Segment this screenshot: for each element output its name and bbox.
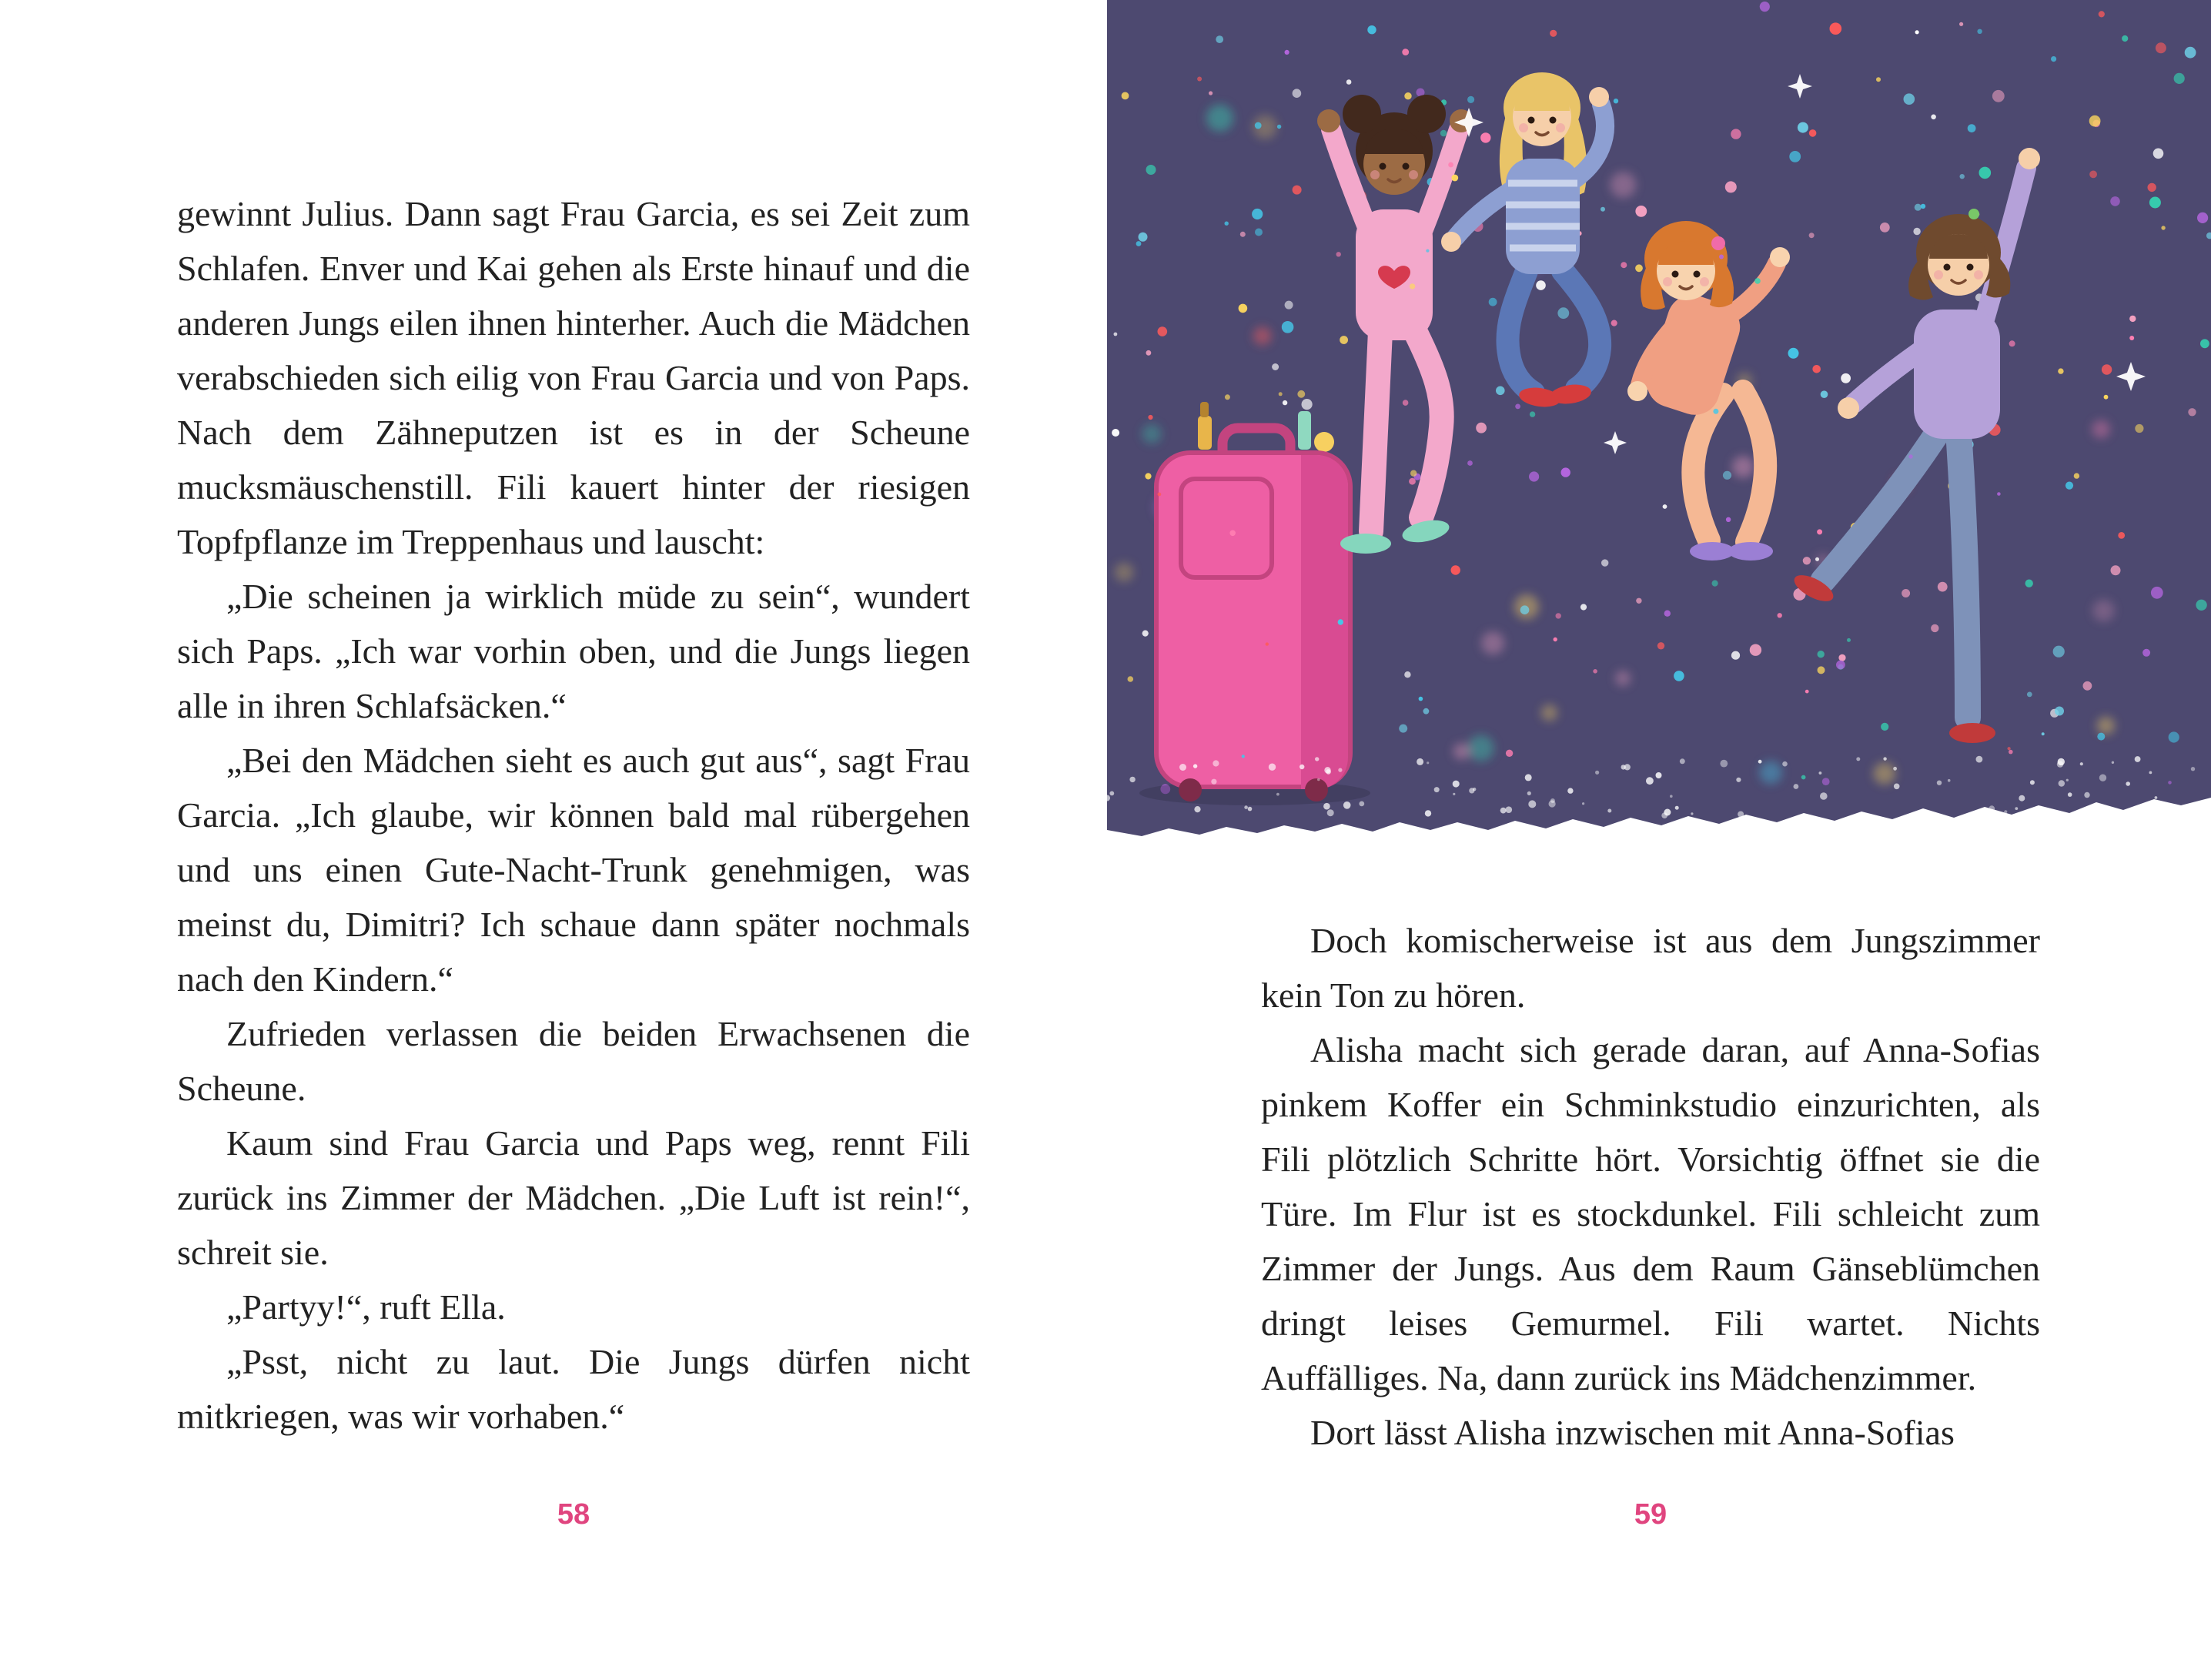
slipper <box>1340 534 1391 554</box>
paragraph: Zufrieden verlassen die beiden Erwachsenen die Scheune. <box>177 1014 970 1108</box>
slipper <box>1949 723 1995 743</box>
hair-sprig <box>1968 209 1979 219</box>
paragraph: gewinnt Julius. Dann sagt Frau Garcia, es sei Zeit zum Schlafen. Enver und Kai gehen als Erste hinauf und die anderen Jungs eilen ihnen hinterher. Auch die Mädchen verabschieden sich eilig von Frau Garcia und von Paps. Nach dem Zähneputzen ist es in der Scheune mucksmäuschenstill. Fili kauert hinter der riesigen Topfpflanze im Treppenhaus und lauscht: <box>177 194 970 561</box>
suitcase <box>1139 402 1370 805</box>
cosmetic-lipstick <box>1198 416 1212 450</box>
paragraph: Kaum sind Frau Garcia und Paps weg, rennt Fili zurück ins Zimmer der Mädchen. „Die Luft ist rein!“, schreit sie. <box>177 1123 970 1272</box>
suitcase-wheel <box>1305 778 1328 802</box>
right-text-block <box>1261 913 2040 1460</box>
hair-clip <box>1711 236 1725 250</box>
slipper <box>1728 542 1773 561</box>
illustration-pajama-party <box>1107 0 2211 851</box>
page-number-left: 58 <box>557 1498 590 1531</box>
suitcase-wheel <box>1179 778 1202 802</box>
paragraph: Doch komischerweise ist aus dem Jungszimmer kein Ton zu hören. <box>1261 921 2040 1015</box>
paragraph: „Die scheinen ja wirklich müde zu sein“, wundert sich Paps. „Ich war vorhin oben, und die Jungs liegen alle in ihren Schlafsäcken.“ <box>177 577 970 725</box>
page-number-right: 59 <box>1634 1498 1667 1531</box>
left-text-block <box>177 186 970 1444</box>
cosmetic-bottle <box>1298 411 1311 450</box>
paragraph: „Psst, nicht zu laut. Die Jungs dürfen nicht mitkriegen, was wir vorhaben.“ <box>177 1342 970 1436</box>
paragraph: Dort lässt Alisha inzwischen mit Anna-Sofias <box>1310 1413 1955 1452</box>
paragraph: Alisha macht sich gerade daran, auf Anna-Sofias pinkem Koffer ein Schminkstudio einzurichten, als Fili plötzlich Schritte hört. Vorsichtig öffnet sie die Türe. Im Flur ist es stockdunkel. Fili schleicht zum Zimmer der Jungs. Aus dem Raum Gänseblümchen dringt leises Gemurmel. Fili wartet. Nichts Auffälliges. Na, dann zurück ins Mädchenzimmer. <box>1261 1030 2040 1397</box>
slipper <box>1690 542 1734 561</box>
paragraph: „Bei den Mädchen sieht es auch gut aus“, sagt Frau Garcia. „Ich glaube, wir können bald mal rübergehen und uns einen Gute-Nacht-Trunk genehmigen, was meinst du, Dimitri? Ich schaue dann später nochmals nach den Kindern.“ <box>177 741 970 999</box>
paragraph: „Partyy!“, ruft Ella. <box>226 1287 506 1327</box>
cosmetic-jar <box>1314 432 1334 452</box>
